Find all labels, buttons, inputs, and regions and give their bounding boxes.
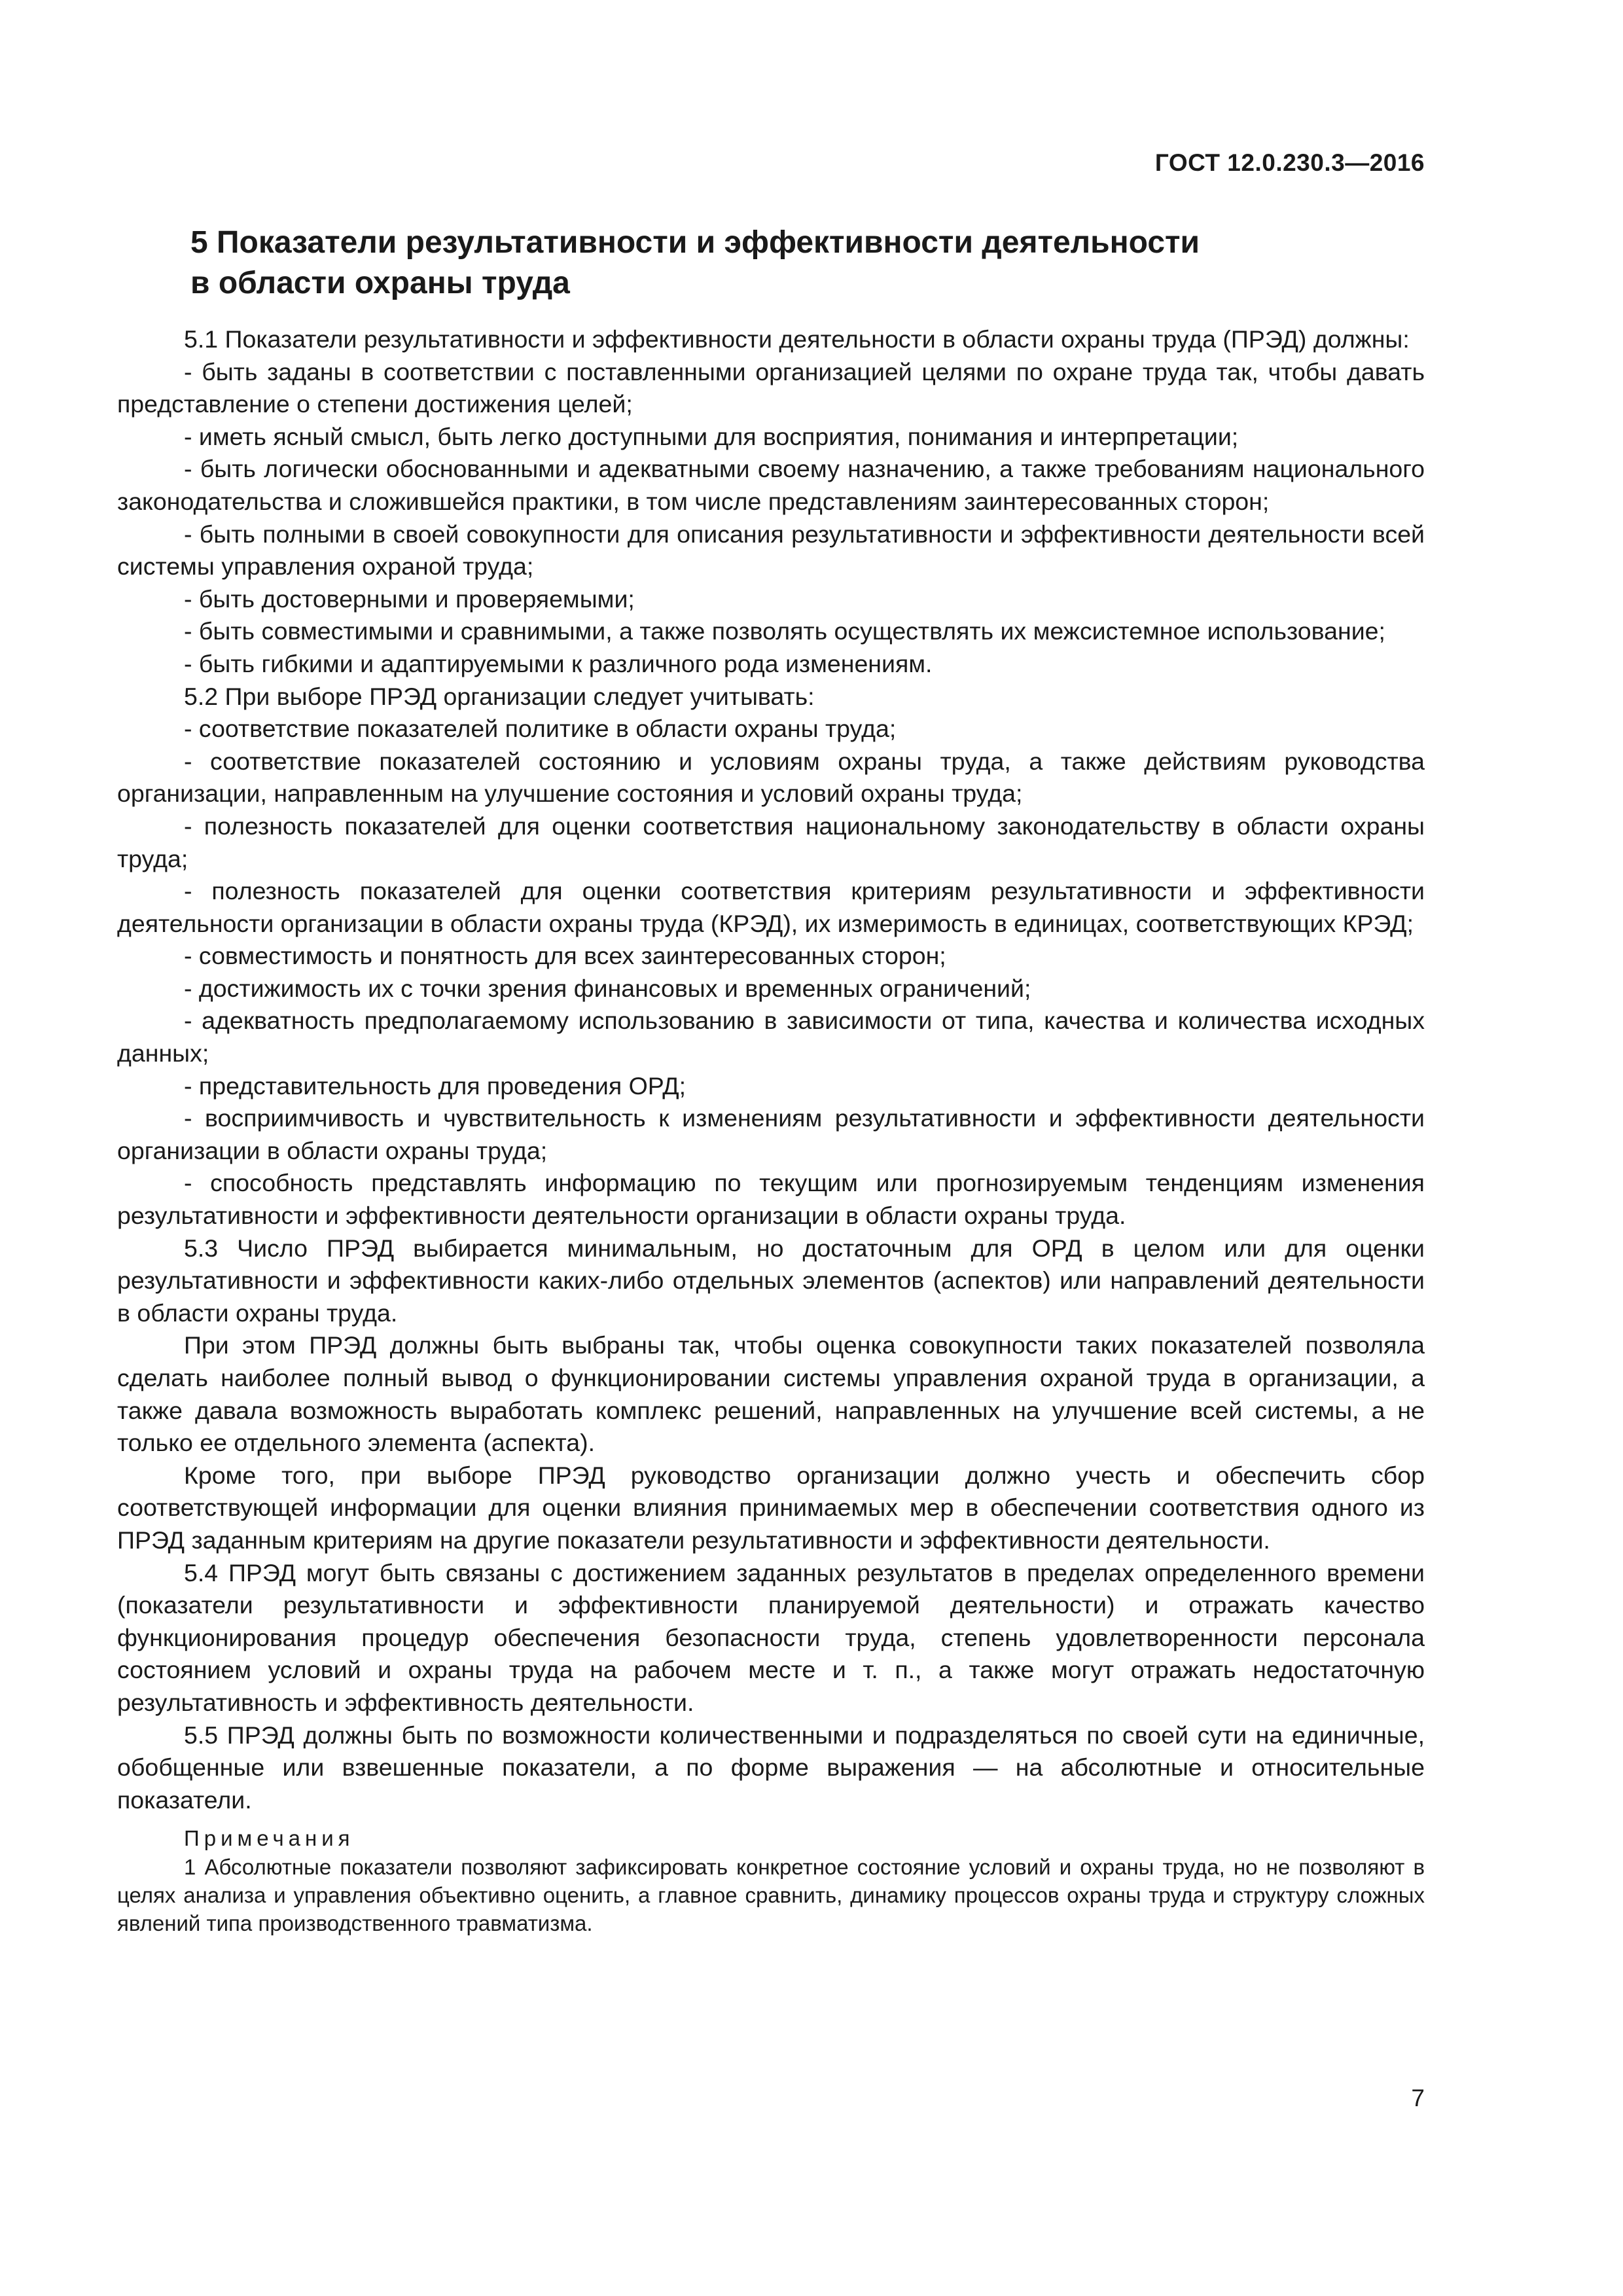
- list-item: - быть гибкими и адаптируемыми к различного рода изменениям.: [184, 649, 933, 677]
- paragraph: 5.2 При выборе ПРЭД организации следует учитывать:: [184, 682, 815, 710]
- paragraph: 5.1 Показатели результативности и эффективности деятельности в области охраны труда (ПРЭД) должны:: [184, 325, 1410, 353]
- list-item: - представительность для проведения ОРД;: [184, 1071, 687, 1100]
- page-content: [117, 223, 1425, 1937]
- notes-body: [117, 1853, 1425, 1937]
- paragraph: Кроме того, при выборе ПРЭД руководство организации должно учесть и обеспечить сбор соответствующей информации для оценки влияния принимаемых мер в обеспечении соответствия одного из ПРЭД заданным критериям на другие показатели результативности и эффективности деятельности.: [117, 1461, 1425, 1554]
- list-item: - быть заданы в соответствии с поставленными организацией целями по охране труда так, чтобы давать представление о степени достижения целей;: [117, 357, 1425, 418]
- document-code: ГОСТ 12.0.230.3—2016: [1154, 149, 1425, 176]
- list-item: - быть полными в своей совокупности для описания результативности и эффективности деятельности всей системы управления охраной труда;: [117, 520, 1425, 581]
- list-item: - быть совместимыми и сравнимыми, а также позволять осуществлять их межсистемное использование;: [184, 617, 1385, 645]
- section-title-line: 5 Показатели результативности и эффективности деятельности: [190, 225, 1200, 260]
- list-item: - быть достоверными и проверяемыми;: [184, 584, 635, 613]
- page-number: 7: [1411, 2085, 1425, 2111]
- paragraph: 5.4 ПРЭД могут быть связаны с достижением заданных результатов в пределах определенного времени (показатели результативности и эффективности планируемой деятельности) и отражать качество функционирования процедур обеспечения безопасности труда, степень удовлетворенности персонала состоянием условий и охраны труда на рабочем месте и т. п., а также могут отражать недостаточную результативность и эффективность деятельности.: [117, 1558, 1425, 1716]
- note-item: 1 Абсолютные показатели позволяют зафиксировать конкретное состояние условий и охраны труда, но не позволяют в целях анализа и управления объективно оценить, а главное сравнить, динамику процессов охраны труда и структуру сложных явлений типа производственного травматизма.: [117, 1855, 1425, 1936]
- paragraph: При этом ПРЭД должны быть выбраны так, чтобы оценка совокупности таких показателей позволяла сделать наиболее полный вывод о функционировании системы управления охраной труда в организации, а также давала возможность выработать комплекс решений, направленных на улучшение всей системы, а не только ее отдельного элемента (аспекта).: [117, 1331, 1425, 1457]
- list-item: - быть логически обоснованными и адекватными своему назначению, а также требованиям национального законодательства и сложившейся практики, в том числе представлениям заинтересованных сторон;: [117, 455, 1425, 515]
- paragraph: 5.3 Число ПРЭД выбирается минимальным, но достаточным для ОРД в целом или для оценки результативности и эффективности каких-либо отдельных элементов (аспектов) или направлений деятельности в области охраны труда.: [117, 1234, 1425, 1327]
- list-item: - адекватность предполагаемому использованию в зависимости от типа, качества и количества исходных данных;: [117, 1007, 1425, 1067]
- paragraph: 5.5 ПРЭД должны быть по возможности количественными и подразделяться по своей сути на единичные, обобщенные или взвешенные показатели, а по форме выражения — на абсолютные и относительные показатели.: [117, 1721, 1425, 1814]
- section-title-line: в области охраны труда: [190, 266, 570, 300]
- list-item: - совместимость и понятность для всех заинтересованных сторон;: [184, 942, 946, 970]
- notes-heading: Примечания: [184, 1826, 355, 1851]
- list-item: - соответствие показателей политике в области охраны труда;: [184, 715, 897, 743]
- list-item: - способность представлять информацию по текущим или прогнозируемым тенденциям изменения результативности и эффективности деятельности организации в области охраны труда.: [117, 1169, 1425, 1230]
- list-item: - полезность показателей для оценки соответствия национальному законодательству в области охраны труда;: [117, 812, 1425, 872]
- section-body: [117, 323, 1425, 1816]
- list-item: - соответствие показателей состоянию и условиям охраны труда, а также действиям руководства организации, направленным на улучшение состояния и условий охраны труда;: [117, 747, 1425, 808]
- list-item: - восприимчивость и чувствительность к изменениям результативности и эффективности деятельности организации в области охраны труда;: [117, 1104, 1425, 1164]
- section-title: [117, 223, 1425, 304]
- list-item: - полезность показателей для оценки соответствия критериям результативности и эффективности деятельности организации в области охраны труда (КРЭД), их измеримость в единицах, соответствующих КРЭД;: [117, 877, 1425, 937]
- list-item: - достижимость их с точки зрения финансовых и временных ограничений;: [184, 974, 1031, 1002]
- list-item: - иметь ясный смысл, быть легко доступными для восприятия, понимания и интерпретации;: [184, 422, 1239, 450]
